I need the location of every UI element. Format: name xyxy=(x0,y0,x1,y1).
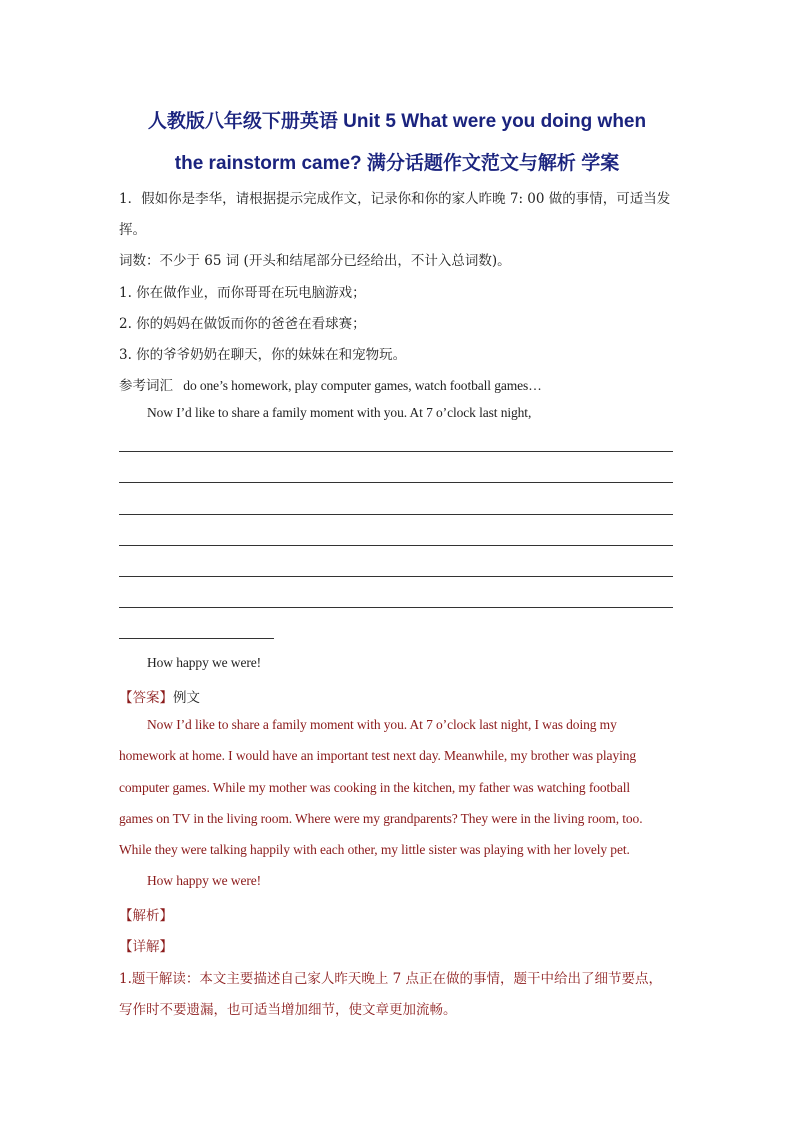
writing-line-4 xyxy=(119,545,673,546)
vocab-label: 参考词汇 xyxy=(119,378,173,394)
writing-line-2 xyxy=(119,482,673,483)
question-intro-line-1: 1．假如你是李华，请根据提示完成作文，记录你和你的家人昨晚 7: 00 做的事情，可适当发 xyxy=(119,191,671,207)
answer-closing: How happy we were! xyxy=(147,873,262,888)
analysis-line-1: 1.题干解读：本文主要描述自己家人昨天晚上 7 点正在做的事情，题干中给出了细节要点， xyxy=(119,971,663,987)
analysis-line-2: 写作时不要遗漏，也可适当增加细节，使文章更加流畅。 xyxy=(119,1002,457,1018)
writing-line-7 xyxy=(119,638,274,639)
word-count-requirement: 词数：不少于 65 词 (开头和结尾部分已经给出，不计入总词数)。 xyxy=(119,253,511,269)
vocab-list: do one’s homework, play computer games, watch football games… xyxy=(183,378,542,393)
writing-line-3 xyxy=(119,514,673,515)
page-title-line-1: 人教版八年级下册英语 Unit 5 What were you doing when xyxy=(147,111,647,132)
detail-label: 【详解】 xyxy=(119,939,173,955)
answer-line-4: games on TV in the living room. Where were my grandparents? They were in the living room, too. xyxy=(119,811,643,826)
answer-label: 【答案】 xyxy=(119,690,173,706)
question-intro-line-2: 挥。 xyxy=(119,222,146,238)
page-title-line-2: the rainstorm came? 满分话题作文范文与解析 学案 xyxy=(174,153,620,174)
answer-line-1: Now I’d like to share a family moment with you. At 7 o’clock last night, I was doing my xyxy=(147,717,617,732)
analysis-label: 【解析】 xyxy=(119,908,173,924)
writing-line-1 xyxy=(119,451,673,452)
writing-line-5 xyxy=(119,576,673,577)
answer-heading xyxy=(119,686,200,706)
writing-line-6 xyxy=(119,607,673,608)
prompt-point-2: 2. 你的妈妈在做饭而你的爸爸在看球赛； xyxy=(119,316,366,332)
essay-closing: How happy we were! xyxy=(147,655,262,670)
answer-line-5: While they were talking happily with each other, my little sister was playing with her lovely pet. xyxy=(119,842,630,857)
answer-line-3: computer games. While my mother was cooking in the kitchen, my father was watching football xyxy=(119,780,631,795)
essay-opening: Now I’d like to share a family moment with you. At 7 o’clock last night, xyxy=(147,405,532,420)
prompt-point-3: 3. 你的爷爷奶奶在聊天，你的妹妹在和宠物玩。 xyxy=(119,347,407,363)
answer-label-suffix: 例文 xyxy=(173,690,200,706)
answer-line-2: homework at home. I would have an important test next day. Meanwhile, my brother was playing xyxy=(119,748,637,763)
prompt-point-1: 1. 你在做作业，而你哥哥在玩电脑游戏； xyxy=(119,285,366,301)
reference-vocabulary xyxy=(119,374,542,394)
